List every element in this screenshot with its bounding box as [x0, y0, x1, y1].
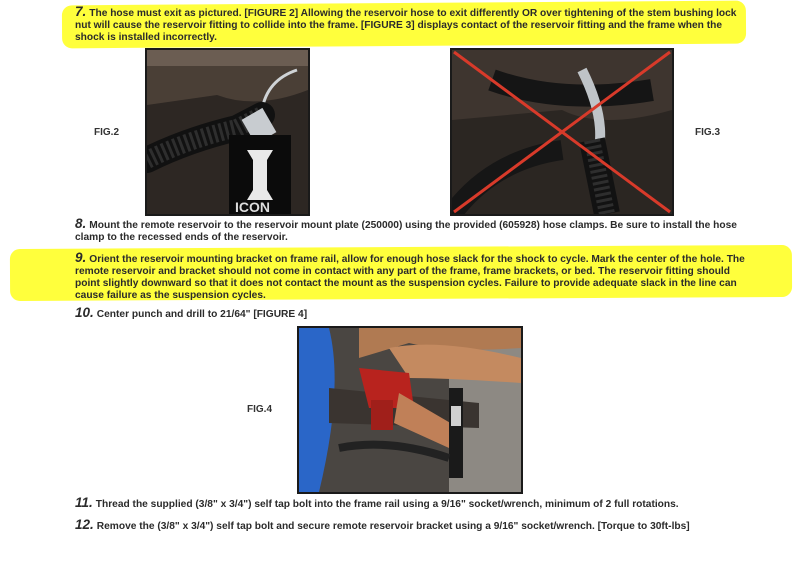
step-12 [75, 519, 755, 533]
step-text: Remove the (3/8" x 3/4") self tap bolt and secure remote reservoir bracket using a 9/16" socket/wrench. [Torque to 30ft-lbs] [96, 521, 690, 532]
step-7 [75, 6, 740, 44]
step-number: 11. [75, 495, 93, 510]
fig4-label: FIG.4 [247, 404, 273, 415]
step-number: 10. [75, 305, 94, 320]
svg-text:ICON: ICON [235, 199, 270, 214]
step-text: The hose must exit as pictured. [FIGURE 2] Allowing the reservoir hose to exit differently OR over tightening of the stem bushing lock nut will cause the reservoir fitting to collide into the frame. [FIGURE 3] displays contact of the reservoir fitting and the frame when the shock is installed incorrectly. [75, 8, 737, 43]
step-8 [75, 218, 743, 244]
step-number: 7. [75, 4, 87, 19]
step-number: 12. [75, 517, 94, 532]
step-text: Thread the supplied (3/8" x 3/4") self tap bolt into the frame rail using a 9/16" socket/wrench, minimum of 2 full rotations. [95, 499, 679, 510]
step-10 [75, 307, 675, 321]
fig3-photo [450, 48, 674, 216]
step-number: 8. [75, 216, 87, 231]
step-11 [75, 497, 755, 511]
step-text: Mount the remote reservoir to the reservoir mount plate (250000) using the provided (605928) hose clamps. Be sure to install the hose clamp to the recessed ends of the reservoir. [75, 220, 737, 243]
fig2-photo [145, 48, 310, 216]
fig3-label: FIG.3 [695, 127, 721, 138]
step-text: Center punch and drill to 21/64" [FIGURE 4] [96, 309, 308, 320]
fig2-label: FIG.2 [94, 127, 120, 138]
step-9 [75, 252, 745, 302]
step-text: Orient the reservoir mounting bracket on frame rail, allow for enough hose slack for the shock to cycle. Mark the center of the hole. The remote reservoir and bracket should not come in contact with any part of the frame, frame brackets, or bed. The reservoir fitting should point slightly downward so that it does not contact the mount as the suspension cycles. Failure to provide adequate slack in the line can cause failure as the suspension cycles. [75, 254, 745, 301]
fig4-photo [297, 326, 523, 494]
step-number: 9. [75, 250, 87, 265]
